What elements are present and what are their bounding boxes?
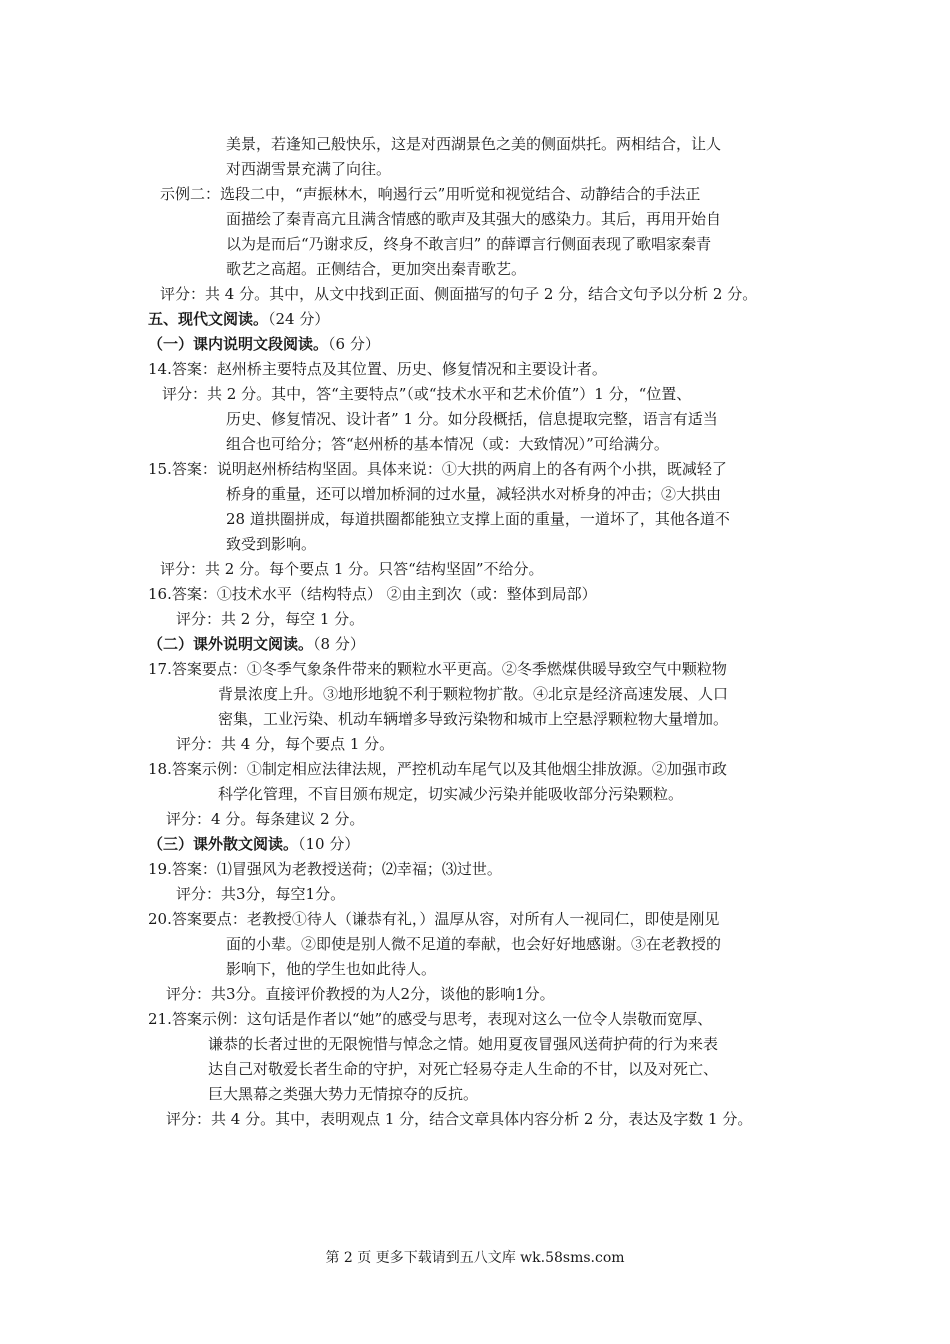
answer-line: 达自己对敬爱长者生命的守护，对死亡轻易夺走人生命的不甘，以及对死亡、 — [208, 1060, 719, 1078]
answer-line: 背景浓度上升。③地形地貌不利于颗粒物扩散。④北京是经济高速发展、人口 — [218, 685, 729, 703]
text-line: 面描绘了秦青高亢且满含情感的歌声及其强大的感染力。其后，再用开始自 — [226, 210, 722, 228]
scoring-line: 组合也可给分；答“赵州桥的基本情况（或：大致情况）”可给满分。 — [226, 435, 669, 453]
answer-line: 桥身的重量，还可以增加桥洞的过水量，减轻洪水对桥身的冲击；②大拱由 — [226, 485, 722, 503]
scoring-line: 评分：共 4 分。其中，表明观点 1 分，结合文章具体内容分析 2 分，表达及字数 1 分。 — [166, 1110, 753, 1128]
scoring-line: 历史、修复情况、设计者” 1 分。如分段概括，信息提取完整，语言有适当 — [226, 410, 718, 428]
part-points: （10 分） — [298, 835, 360, 853]
section-points: （24 分） — [268, 310, 330, 328]
text-line: 歌艺之高超。正侧结合，更加突出秦青歌艺。 — [226, 260, 527, 278]
scoring-line: 评分：共 4 分。其中，从文中找到正面、侧面描写的句子 2 分，结合文句予以分析 2 分。 — [160, 285, 758, 303]
answer-line: 19.答案：⑴冒强风为老教授送荷；⑵幸福；⑶过世。 — [148, 860, 502, 878]
answer-line: 18.答案示例：①制定相应法律法规，严控机动车尾气以及其他烟尘排放源。②加强市政 — [148, 760, 727, 778]
part-title: （三）课外散文阅读。 — [148, 835, 299, 853]
scoring-line: 评分：共 2 分。其中，答“主要特点”（或“技术水平和艺术价值”）1 分，“位置、 — [162, 385, 692, 403]
part-title: （二）课外说明文阅读。 — [148, 635, 314, 653]
answer-line: 14.答案：赵州桥主要特点及其位置、历史、修复情况和主要设计者。 — [148, 360, 607, 378]
part-title: （一）课内说明文段阅读。 — [148, 335, 329, 353]
scoring-line: 评分：共3分。直接评价教授的为人2分，谈他的影响1分。 — [166, 985, 555, 1003]
part-points: （8 分） — [313, 635, 365, 653]
text-line: 美景，若逢知己般快乐，这是对西湖景色之美的侧面烘托。两相结合，让人 — [226, 135, 722, 153]
part-heading — [148, 334, 380, 354]
part-heading — [148, 834, 359, 854]
scoring-line: 评分：共 4 分，每个要点 1 分。 — [176, 735, 395, 753]
answer-line: 21.答案示例：这句话是作者以“她”的感受与思考，表现对这么一位令人崇敬而宽厚、 — [148, 1010, 713, 1028]
answer-line: 巨大黑幕之类强大势力无情掠夺的反抗。 — [208, 1085, 479, 1103]
answer-line: 致受到影响。 — [226, 535, 317, 553]
text-line: 以为是而后“乃谢求反，终身不敢言归” 的薛谭言行侧面表现了歌唱家秦青 — [226, 235, 712, 253]
answer-line: 面的小辈。②即使是别人微不足道的奉献，也会好好地感谢。③在老教授的 — [226, 935, 722, 953]
scoring-line: 评分：4 分。每条建议 2 分。 — [166, 810, 365, 828]
part-heading — [148, 634, 365, 654]
scoring-line: 评分：共3分，每空1分。 — [176, 885, 346, 903]
scoring-line: 评分：共 2 分，每空 1 分。 — [176, 610, 365, 628]
page-footer: 第 2 页 更多下载请到五八文库 wk.58sms.com — [325, 1250, 625, 1266]
answer-line: 28 道拱圈拼成，每道拱圈都能独立支撑上面的重量，一道坏了，其他各道不 — [226, 510, 730, 528]
text-line: 示例二：选段二中，“声振林木，响遏行云”用听觉和视觉结合、动静结合的手法正 — [160, 185, 701, 203]
answer-line: 17.答案要点：①冬季气象条件带来的颗粒水平更高。②冬季燃煤供暖导致空气中颗粒物 — [148, 660, 727, 678]
answer-line: 16.答案：①技术水平（结构特点） ②由主到次（或：整体到局部） — [148, 585, 597, 603]
answer-line: 20.答案要点：老教授①待人（谦恭有礼，）温厚从容，对所有人一视同仁，即使是刚见 — [148, 910, 720, 928]
answer-line: 谦恭的长者过世的无限惋惜与悼念之情。她用夏夜冒强风送荷护荷的行为来表 — [208, 1035, 719, 1053]
answer-line: 密集，工业污染、机动车辆增多导致污染物和城市上空悬浮颗粒物大量增加。 — [218, 710, 729, 728]
scoring-line: 评分：共 2 分。每个要点 1 分。只答“结构坚固”不给分。 — [160, 560, 544, 578]
answer-line: 影响下，他的学生也如此待人。 — [226, 960, 437, 978]
section-heading — [148, 309, 329, 329]
part-points: （6 分） — [328, 335, 380, 353]
section-title: 五、现代文阅读。 — [148, 310, 269, 328]
answer-line: 科学化管理，不盲目颁布规定，切实减少污染并能吸收部分污染颗粒。 — [218, 785, 684, 803]
text-line: 对西湖雪景充满了向往。 — [226, 160, 392, 178]
answer-line: 15.答案：说明赵州桥结构坚固。具体来说：①大拱的两肩上的各有两个小拱，既减轻了 — [148, 460, 727, 478]
